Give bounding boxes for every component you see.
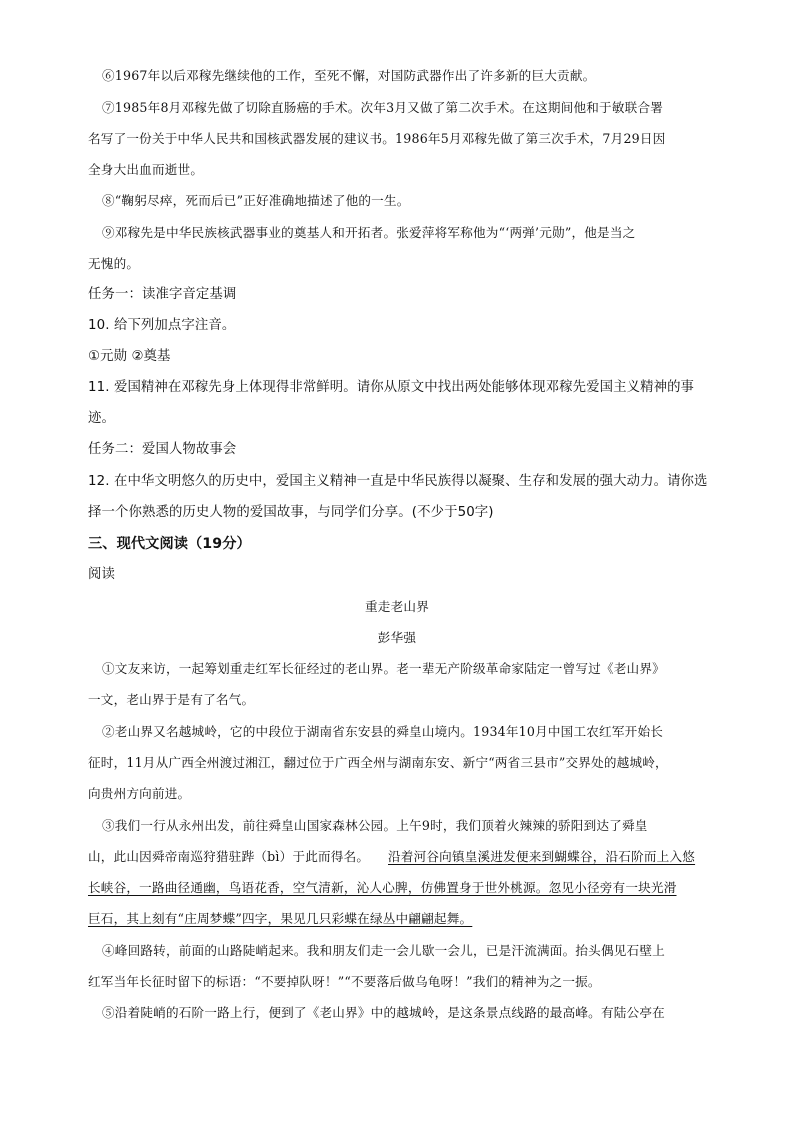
text-line: 红军当年长征时留下的标语：“不要掉队呀！”“不要落后做乌龟呀！”我们的精神为之一振。	[88, 974, 601, 989]
text-line: 彭华强	[377, 630, 417, 645]
text-line: ①文友来访，一起筹划重走红军长征经过的老山界。老一辈无产阶级革命家陆定一曾写过《老山界》	[102, 661, 665, 676]
text-line: 任务二：爱国人物故事会	[88, 442, 237, 457]
text-line: 择一个你熟悉的历史人物的爱国故事，与同学们分享。(不少于50字)	[88, 505, 494, 520]
text-line: 名写了一份关于中华人民共和国核武器发展的建议书。1986年5月邓稼先做了第三次手术，7月29日因	[88, 131, 666, 146]
text-line: 无愧的。	[88, 256, 140, 271]
text-line: 长峡谷，一路曲径通幽，鸟语花香，空气清新，沁人心脾，仿佛置身于世外桃源。忽见小径旁有一块光滑	[88, 880, 677, 895]
text-line: 山，此山因舜帝南巡狩猎驻跸（bì）于此而得名。	[88, 849, 370, 864]
text-line: ④峰回路转，前面的山路陡峭起来。我和朋友们走一会儿歇一会儿，已是汗流满面。抬头偶见石壁上	[102, 943, 665, 958]
text-line: ⑨邓稼先是中华民族核武器事业的奠基人和开拓者。张爱萍将军称他为“‘两弹’元勋”，他是当之	[102, 225, 636, 240]
text-line: 11. 爱国精神在邓稼先身上体现得非常鲜明。请你从原文中找出两处能够体现邓稼先爱国主义精神的事	[88, 380, 695, 395]
text-line: ⑥1967年以后邓稼先继续他的工作，至死不懈，对国防武器作出了许多新的巨大贡献。	[102, 68, 596, 83]
text-line: ⑦1985年8月邓稼先做了切除直肠癌的手术。次年3月又做了第二次手术。在这期间他和于敏联合署	[102, 100, 664, 115]
text-line: ③我们一行从永州出发，前往舜皇山国家森林公园。上午9时，我们顶着火辣辣的骄阳到达了舜皇	[102, 818, 648, 833]
text-line: 任务一：读准字音定基调	[88, 287, 237, 302]
text-line: 三、现代文阅读（19分）	[88, 536, 251, 552]
text-line: ②老山界又名越城岭，它的中段位于湖南省东安县的舜皇山境内。1934年10月中国工农红军开始长	[102, 724, 664, 739]
text-line: 10. 给下列加点字注音。	[88, 318, 236, 333]
text-line: 12. 在中华文明悠久的历史中，爱国主义精神一直是中华民族得以凝聚、生存和发展的强大动力。请你选	[88, 474, 708, 489]
text-line: ⑤沿着陡峭的石阶一路上行，便到了《老山界》中的越城岭，是这条景点线路的最高峰。有陆公亭在	[102, 1005, 665, 1020]
text-line: 征时，11月从广西全州渡过湘江，翻过位于广西全州与湖南东安、新宁“两省三县市”交界处的越城岭，	[88, 755, 668, 770]
text-line: 沿着河谷向镇皇溪进发便来到蝴蝶谷，沿石阶而上入悠	[388, 849, 696, 864]
text-line: 迹。	[88, 411, 115, 426]
text-line: 重走老山界	[365, 599, 429, 614]
text-line: 一文，老山界于是有了名气。	[88, 692, 255, 707]
text-line: 阅读	[88, 567, 115, 582]
text-line: 全身大出血而逝世。	[88, 162, 204, 177]
text-line: ①元勋 ②奠基	[88, 349, 171, 364]
text-line: 向贵州方向前进。	[88, 786, 191, 801]
text-line: ⑧“鞠躬尽瘁，死而后已”正好准确地描述了他的一生。	[102, 193, 410, 208]
text-line: 巨石，其上刻有“庄周梦蝶”四字，果见几只彩蝶在绿丛中翩翩起舞。	[88, 911, 473, 926]
